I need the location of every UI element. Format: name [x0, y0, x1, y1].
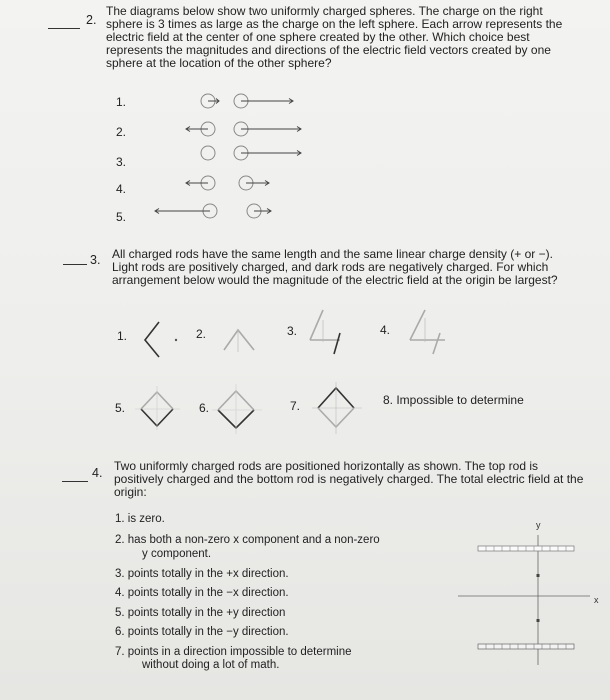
q4-option-3[interactable]: 3. points totally in the +x direction.: [115, 567, 289, 580]
q2-option-1[interactable]: 1.: [116, 95, 127, 109]
q3-option-6[interactable]: 6.: [199, 401, 210, 415]
q2-option-5[interactable]: 5.: [116, 210, 127, 224]
q2-option-4[interactable]: 4.: [116, 182, 127, 196]
top-rod-positive: [478, 546, 574, 551]
q4-option-1[interactable]: 1. is zero.: [115, 513, 165, 525]
q3-option-1[interactable]: 1.: [117, 329, 128, 343]
q4-option-7-cont: without doing a lot of math.: [142, 659, 280, 671]
q4-option-2[interactable]: 2. has both a non-zero x component and a non-zero: [115, 533, 380, 546]
x-axis-label: x: [594, 595, 599, 605]
y-axis-label: y: [536, 520, 541, 530]
bottom-rod-negative: [478, 644, 574, 649]
q2-option-2[interactable]: 2.: [116, 125, 127, 139]
q4-option-4[interactable]: 4. points totally in the −x direction.: [115, 587, 289, 599]
q4-option-6[interactable]: 6. points totally in the −y direction.: [115, 626, 289, 638]
question-text-q2: The diagrams below show two uniformly charged spheres. The charge on the right sphere is 3 times as large as the charge on the left sphere. Each arrow represents the electric field at the center of one sphere created by the other. Which choice best represents the magnitudes and directions of the electric field vectors created by one sphere at the location of the other sphere?: [106, 4, 563, 70]
q3-option-7[interactable]: 7.: [290, 399, 301, 413]
q3-option-4[interactable]: 4.: [380, 323, 391, 337]
question-text-q4: Two uniformly charged rods are positioned horizontally as shown. The top rod is positively charged and the bottom rod is negatively charged. The total electric field at the origin:: [114, 459, 584, 499]
question-number-q4: 4.: [92, 466, 103, 480]
question-number-q3: 3.: [90, 253, 101, 267]
q2-option-3[interactable]: 3.: [116, 155, 127, 169]
q3-option-5[interactable]: 5.: [115, 401, 126, 415]
q3-option-2[interactable]: 2.: [196, 327, 207, 341]
question-text-q3: All charged rods have the same length and the same linear charge density (+ or −). Light rods are positively charged, and dark rods are negatively charged. For which arrangement below would the magnitude of the electric field at the origin be largest?: [112, 247, 558, 287]
q3-option-3[interactable]: 3.: [287, 324, 298, 338]
q3-option-8[interactable]: 8. Impossible to determine: [383, 393, 524, 407]
question-number-q2: 2.: [86, 13, 97, 27]
q4-option-2-cont: y component.: [142, 548, 212, 560]
q4-option-5[interactable]: 5. points totally in the +y direction: [115, 606, 286, 619]
q4-option-7[interactable]: 7. points in a direction impossible to determine: [115, 645, 352, 658]
